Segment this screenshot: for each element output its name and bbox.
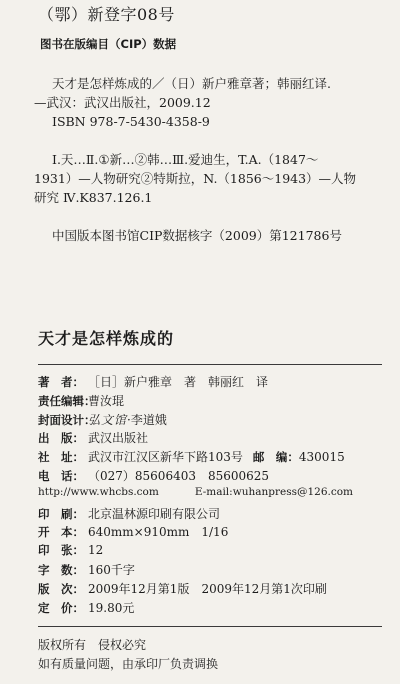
price-row — [38, 599, 388, 618]
printer-row — [38, 505, 388, 524]
cip-core-number: 中国版本图书馆CIP数据核字（2009）第121786号 — [52, 228, 342, 243]
cip-subjects — [34, 150, 356, 207]
postcode-value: 430015 — [298, 450, 345, 465]
cip-record-line: —武汉：武汉出版社，2009.12 — [34, 95, 211, 110]
rights-notice: 版权所有 侵权必究 — [38, 638, 147, 652]
price-value: 19.80元 — [88, 600, 135, 615]
word-count-row — [38, 561, 388, 580]
cip-record — [34, 74, 331, 131]
website-link[interactable]: http://www.whcbs.com — [38, 485, 159, 498]
edition-row — [38, 580, 388, 599]
printer-value: 北京温林源印刷有限公司 — [88, 506, 221, 521]
sheets-row — [38, 542, 388, 561]
publisher-label: 出 版： — [38, 431, 84, 446]
cip-subject-line: Ⅰ.天…Ⅱ.①新…②韩…Ⅲ.爱迪生，T.A.（1847～ — [52, 152, 319, 167]
cover-design-label: 封面设计： — [38, 412, 96, 427]
title-divider — [38, 364, 382, 365]
author-row — [38, 373, 388, 392]
publisher-row — [38, 429, 388, 448]
edition-value: 2009年12月第1版 2009年12月第1次印刷 — [88, 581, 327, 596]
rights-divider — [38, 626, 382, 627]
cover-design-studio: 弘文馆 — [88, 412, 128, 427]
format-value: 640mm×910mm 1/16 — [88, 525, 229, 540]
format-label: 开 本： — [38, 525, 84, 540]
cip-record-line: 天才是怎样炼成的／（日）新户雅章著；韩丽红译. — [52, 76, 331, 91]
phone-value: （027）85606403 85600625 — [88, 468, 270, 483]
postcode-label: 邮 编： — [252, 450, 299, 465]
cip-subject-line: 研究 Ⅳ.K837.126.1 — [34, 190, 153, 205]
web-row — [38, 486, 388, 505]
sheets-value: 12 — [88, 543, 104, 558]
cover-design-row — [38, 411, 388, 430]
cip-isbn: ISBN 978-7-5430-4358-9 — [52, 114, 210, 129]
publication-info — [38, 373, 388, 617]
author-label: 著 者： — [38, 375, 84, 389]
printer-label: 印 刷： — [38, 506, 84, 521]
phone-row — [38, 467, 388, 486]
cip-subject-line: 1931）—人物研究②特斯拉，N.（1856～1943）—人物 — [34, 171, 357, 186]
format-row — [38, 523, 388, 542]
price-label: 定 价： — [38, 600, 84, 615]
address-value: 武汉市江汉区新华下路103号 — [88, 450, 243, 465]
address-label: 社 址： — [38, 450, 84, 465]
sheets-label: 印 张： — [38, 543, 84, 558]
edition-label: 版 次： — [38, 581, 84, 596]
publisher-value: 武汉出版社 — [88, 431, 149, 446]
word-count-value: 160千字 — [88, 562, 135, 577]
address-row — [38, 448, 388, 467]
author-value: ［日］新户雅章 著 韩丽红 译 — [88, 375, 269, 389]
editor-value: 曹汝琨 — [88, 393, 125, 408]
editor-row — [38, 392, 388, 411]
quality-notice: 如有质量问题，由承印厂负责调换 — [38, 657, 219, 671]
word-count-label: 字 数： — [38, 562, 84, 577]
book-title: 天才是怎样炼成的 — [38, 329, 175, 348]
editor-label: 责任编辑： — [38, 393, 96, 408]
cover-design-value: ·李道娥 — [127, 412, 167, 427]
cip-heading: 图书在版编目（CIP）数据 — [40, 37, 177, 51]
email-link[interactable]: E-mail:wuhanpress@126.com — [194, 485, 354, 498]
phone-label: 电 话： — [38, 468, 84, 483]
registration-number: （鄂）新登字08号 — [38, 5, 175, 24]
